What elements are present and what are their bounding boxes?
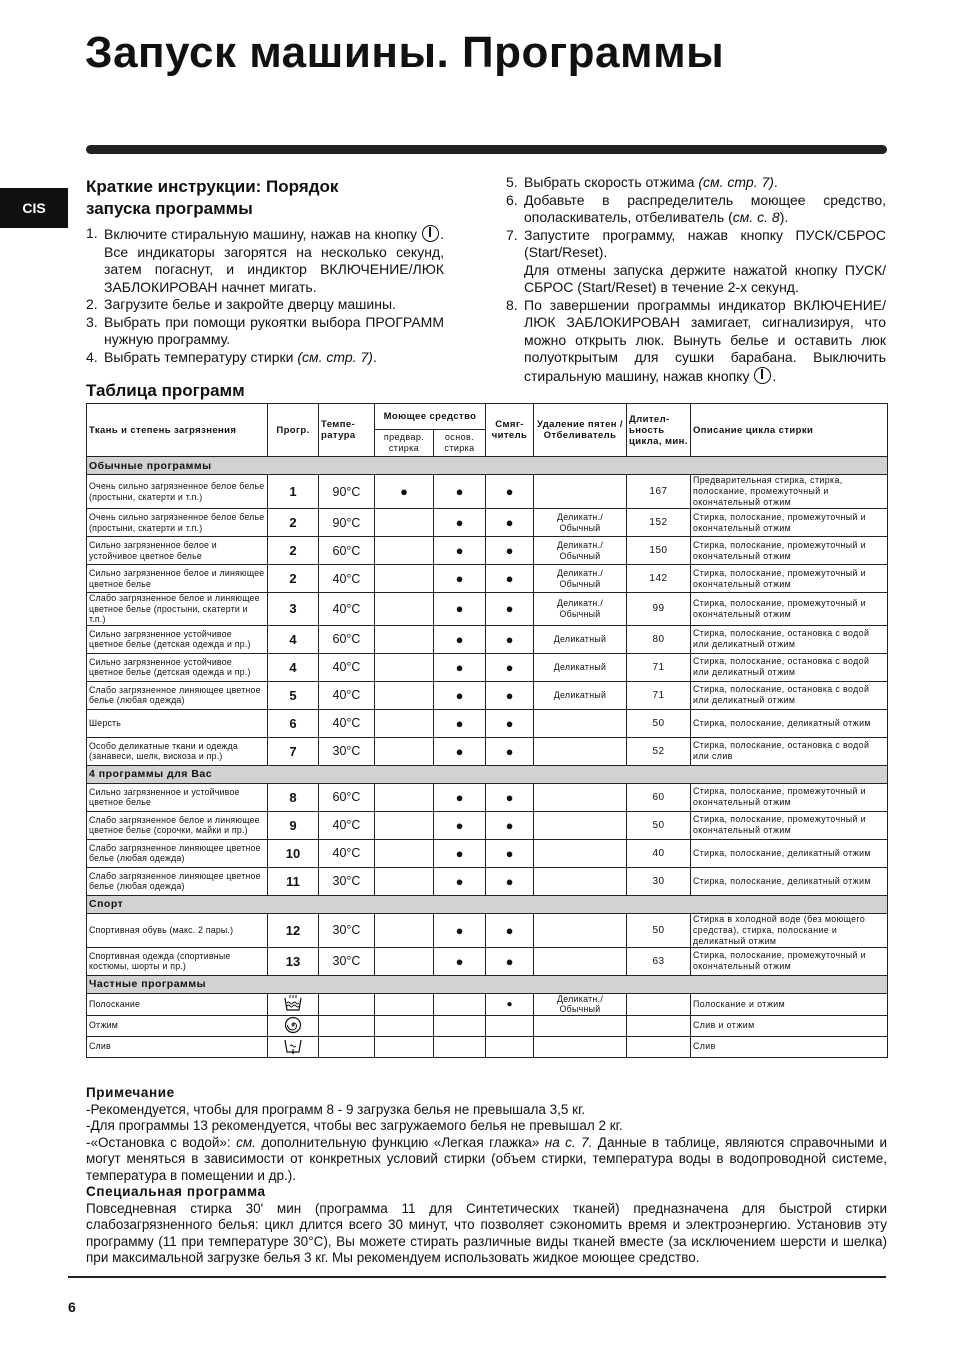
duration-cell xyxy=(627,1036,691,1057)
temperature-cell: 30°C xyxy=(319,737,375,765)
program-number: 11 xyxy=(268,867,319,895)
program-number xyxy=(268,993,319,1015)
softener-cell: ● xyxy=(486,653,534,681)
mainwash-cell: ● xyxy=(434,681,486,709)
description-cell: Стирка, полоскание, остановка с водой или деликатный отжим xyxy=(691,681,888,709)
header-program: Прогр. xyxy=(268,404,319,457)
header-duration: Длител-ьность цикла, мин. xyxy=(627,404,691,457)
mainwash-cell: ● xyxy=(434,737,486,765)
softener-cell xyxy=(486,1015,534,1036)
special-program-heading: Специальная программа xyxy=(86,1184,266,1199)
temperature-cell: 40°C xyxy=(319,681,375,709)
description-cell: Стирка, полоскание, промежуточный и окончательный отжим xyxy=(691,593,888,626)
program-number: 9 xyxy=(268,811,319,839)
description-cell: Стирка в холодной воде (без моющего средства), стирка, полоскание и деликатный отжим xyxy=(691,913,888,947)
temperature-cell xyxy=(319,1036,375,1057)
softener-cell: ● xyxy=(486,783,534,811)
fabric-cell: Сильно загрязненное белое и линяющее цветное белье xyxy=(87,565,268,593)
header-description: Описание цикла стирки xyxy=(691,404,888,457)
softener-cell: ● xyxy=(486,811,534,839)
softener-cell: ● xyxy=(486,709,534,737)
fabric-cell: Слабо загрязненное белое и линяющее цветное белье (простыни, скатерти и т.п.) xyxy=(87,593,268,626)
mainwash-cell: ● xyxy=(434,783,486,811)
step-5: 5. Выбрать скорость отжима (см. стр. 7). xyxy=(506,174,778,190)
fabric-cell: Сильно загрязненное и устойчивое цветное белье xyxy=(87,783,268,811)
table-row xyxy=(87,783,888,811)
footer-divider xyxy=(68,1276,886,1278)
stain-removal-cell: Деликатный xyxy=(534,625,627,653)
softener-cell: ● xyxy=(486,537,534,565)
table-row xyxy=(87,993,888,1015)
temperature-cell: 40°C xyxy=(319,565,375,593)
program-number: 13 xyxy=(268,947,319,975)
mainwash-cell: ● xyxy=(434,811,486,839)
program-number: 12 xyxy=(268,913,319,947)
note-line: -Для программы 13 рекомендуется, чтобы вес загружаемого белья не превышал 2 кг. xyxy=(86,1118,623,1133)
fabric-cell: Слабо загрязненное линяющее цветное белье (любая одежда) xyxy=(87,839,268,867)
table-row xyxy=(87,1036,888,1057)
program-number: 3 xyxy=(268,593,319,626)
description-cell: Стирка, полоскание, промежуточный и окончательный отжим xyxy=(691,947,888,975)
duration-cell: 30 xyxy=(627,867,691,895)
stain-removal-cell xyxy=(534,867,627,895)
header-fabric: Ткань и степень загрязнения xyxy=(87,404,268,457)
drain-icon xyxy=(283,1047,303,1057)
softener-cell xyxy=(486,1036,534,1057)
program-number xyxy=(268,1015,319,1036)
stain-removal-cell xyxy=(534,783,627,811)
page-title: Запуск машины. Программы xyxy=(85,28,725,77)
table-row xyxy=(87,737,888,765)
temperature-cell: 90°C xyxy=(319,509,375,537)
header-temperature: Темпе-ратура xyxy=(319,404,375,457)
softener-cell: ● xyxy=(486,593,534,626)
notes-heading: Примечание xyxy=(86,1085,175,1100)
notes-block xyxy=(86,1085,887,1267)
description-cell: Стирка, полоскание, остановка с водой или деликатный отжим xyxy=(691,625,888,653)
mainwash-cell: ● xyxy=(434,653,486,681)
mainwash-cell xyxy=(434,993,486,1015)
softener-cell: ● xyxy=(486,913,534,947)
fabric-cell: Сильно загрязненное белое и устойчивое цветное белье xyxy=(87,537,268,565)
description-cell: Стирка, полоскание, промежуточный и окончательный отжим xyxy=(691,509,888,537)
prewash-cell xyxy=(375,737,434,765)
description-cell: Стирка, полоскание, остановка с водой или слив xyxy=(691,737,888,765)
power-icon xyxy=(754,367,771,384)
table-row xyxy=(87,811,888,839)
stain-removal-cell: Деликатн./ Обычный xyxy=(534,993,627,1015)
description-cell: Полоскание и отжим xyxy=(691,993,888,1015)
header-stain-removal: Удаление пятен / Отбеливатель xyxy=(534,404,627,457)
program-number: 5 xyxy=(268,681,319,709)
stain-removal-cell xyxy=(534,811,627,839)
fabric-cell: Спортивная одежда (спортивные костюмы, шорты и пр.) xyxy=(87,947,268,975)
mainwash-cell: ● xyxy=(434,565,486,593)
fabric-cell: Шерсть xyxy=(87,709,268,737)
page-number: 6 xyxy=(68,1299,76,1315)
table-row xyxy=(87,565,888,593)
stain-removal-cell xyxy=(534,1015,627,1036)
mainwash-cell: ● xyxy=(434,625,486,653)
description-cell: Слив xyxy=(691,1036,888,1057)
title-divider xyxy=(86,145,887,154)
mainwash-cell: ● xyxy=(434,475,486,509)
mainwash-cell: ● xyxy=(434,867,486,895)
mainwash-cell: ● xyxy=(434,839,486,867)
stain-removal-cell: Деликатн./ Обычный xyxy=(534,565,627,593)
temperature-cell: 60°C xyxy=(319,537,375,565)
program-number: 4 xyxy=(268,653,319,681)
section-header xyxy=(87,457,888,475)
table-row xyxy=(87,1015,888,1036)
description-cell: Слив и отжим xyxy=(691,1015,888,1036)
temperature-cell xyxy=(319,1015,375,1036)
step-6: 6. Добавьте в распределитель моющее средство, ополаскиватель, отбеливатель (см. с. 8). xyxy=(506,191,886,225)
table-row xyxy=(87,509,888,537)
duration-cell: 50 xyxy=(627,811,691,839)
stain-removal-cell xyxy=(534,913,627,947)
stain-removal-cell xyxy=(534,709,627,737)
prewash-cell xyxy=(375,783,434,811)
prewash-cell xyxy=(375,537,434,565)
duration-cell xyxy=(627,1015,691,1036)
prewash-cell xyxy=(375,867,434,895)
stain-removal-cell: Деликатн./ Обычный xyxy=(534,537,627,565)
duration-cell xyxy=(627,993,691,1015)
fabric-cell: Слив xyxy=(87,1036,268,1057)
rinse-icon xyxy=(283,1004,303,1014)
prewash-cell xyxy=(375,1015,434,1036)
softener-cell: ● xyxy=(486,737,534,765)
prewash-cell xyxy=(375,593,434,626)
stain-removal-cell: Деликатн./ Обычный xyxy=(534,509,627,537)
temperature-cell: 60°C xyxy=(319,783,375,811)
temperature-cell: 60°C xyxy=(319,625,375,653)
fabric-cell: Сильно загрязненное устойчивое цветное белье (детская одежда и пр.) xyxy=(87,653,268,681)
section-header xyxy=(87,975,888,993)
prewash-cell xyxy=(375,653,434,681)
table-row xyxy=(87,475,888,509)
mainwash-cell: ● xyxy=(434,947,486,975)
mainwash-cell: ● xyxy=(434,709,486,737)
duration-cell: 99 xyxy=(627,593,691,626)
duration-cell: 152 xyxy=(627,509,691,537)
prewash-cell xyxy=(375,811,434,839)
temperature-cell: 40°C xyxy=(319,811,375,839)
program-number: 4 xyxy=(268,625,319,653)
duration-cell: 40 xyxy=(627,839,691,867)
description-cell: Стирка, полоскание, деликатный отжим xyxy=(691,839,888,867)
fabric-cell: Особо деликатные ткани и одежда (занавеси, шелк, вискоза и пр.) xyxy=(87,737,268,765)
duration-cell: 50 xyxy=(627,913,691,947)
header-mainwash: основ. стирка xyxy=(434,430,486,457)
stain-removal-cell: Деликатный xyxy=(534,653,627,681)
prewash-cell xyxy=(375,681,434,709)
step-7: 7. Запустите программу, нажав кнопку ПУСК/СБРОС (Start/Reset). Для отмены запуска держите нажатой кнопку ПУСК/СБРОС (Start/Reset) в течение 2-х секунд. xyxy=(506,226,886,295)
softener-cell: ● xyxy=(486,993,534,1015)
description-cell: Стирка, полоскание, остановка с водой или деликатный отжим xyxy=(691,653,888,681)
temperature-cell: 40°C xyxy=(319,709,375,737)
power-icon xyxy=(422,225,439,242)
fabric-cell: Очень сильно загрязненное белое белье (простыни, скатерти и т.п.) xyxy=(87,475,268,509)
fabric-cell: Очень сильно загрязненное белое белье (простыни, скатерти и т.п.) xyxy=(87,509,268,537)
header-detergent: Моющее средство xyxy=(375,404,486,430)
softener-cell: ● xyxy=(486,509,534,537)
duration-cell: 142 xyxy=(627,565,691,593)
table-row xyxy=(87,839,888,867)
header-softener: Смяг-читель xyxy=(486,404,534,457)
program-number: 2 xyxy=(268,565,319,593)
note-line: -«Остановка с водой»: см. дополнительную функцию «Легкая глажка» на с. 7. Данные в таблице, являются справочными и могут меняться в зависимости от конкретных условий стирки (объем стирки, температура воды в водопроводной системе, температура в помещении и др.). xyxy=(86,1134,888,1183)
duration-cell: 50 xyxy=(627,709,691,737)
prewash-cell xyxy=(375,1036,434,1057)
mainwash-cell: ● xyxy=(434,593,486,626)
fabric-cell: Спортивная обувь (макс. 2 пары.) xyxy=(87,913,268,947)
softener-cell: ● xyxy=(486,565,534,593)
section-title: Спорт xyxy=(87,895,888,913)
mainwash-cell xyxy=(434,1036,486,1057)
fabric-cell: Слабо загрязненное линяющее цветное белье (любая одежда) xyxy=(87,681,268,709)
description-cell: Стирка, полоскание, промежуточный и окончательный отжим xyxy=(691,565,888,593)
prewash-cell xyxy=(375,993,434,1015)
table-row xyxy=(87,681,888,709)
program-number: 2 xyxy=(268,537,319,565)
temperature-cell: 40°C xyxy=(319,653,375,681)
prewash-cell xyxy=(375,509,434,537)
softener-cell: ● xyxy=(486,839,534,867)
description-cell: Стирка, полоскание, деликатный отжим xyxy=(691,709,888,737)
description-cell: Стирка, полоскание, деликатный отжим xyxy=(691,867,888,895)
section-title: 4 программы для Вас xyxy=(87,765,888,783)
mainwash-cell xyxy=(434,1015,486,1036)
program-number: 6 xyxy=(268,709,319,737)
softener-cell: ● xyxy=(486,867,534,895)
duration-cell: 71 xyxy=(627,653,691,681)
duration-cell: 71 xyxy=(627,681,691,709)
description-cell: Стирка, полоскание, промежуточный и окончательный отжим xyxy=(691,811,888,839)
prewash-cell xyxy=(375,839,434,867)
table-row xyxy=(87,913,888,947)
step-1: 1. Включите стиральную машину, нажав на кнопку . Все индикаторы загорятся на несколько секунд, затем погаснут, и индиктор ВКЛЮЧЕНИЕ/ЛЮК ЗАБЛОКИРОВАН начнет мигать. xyxy=(86,225,444,295)
softener-cell: ● xyxy=(486,475,534,509)
stain-removal-cell xyxy=(534,947,627,975)
table-row xyxy=(87,947,888,975)
section-title: Обычные программы xyxy=(87,457,888,475)
temperature-cell: 40°C xyxy=(319,593,375,626)
duration-cell: 167 xyxy=(627,475,691,509)
prewash-cell xyxy=(375,565,434,593)
duration-cell: 60 xyxy=(627,783,691,811)
table-row xyxy=(87,653,888,681)
stain-removal-cell xyxy=(534,737,627,765)
quick-instructions-heading: Краткие инструкции: Порядок запуска программы xyxy=(86,177,339,218)
prewash-cell xyxy=(375,913,434,947)
description-cell: Стирка, полоскание, промежуточный и окончательный отжим xyxy=(691,783,888,811)
softener-cell: ● xyxy=(486,625,534,653)
program-table-heading: Таблица программ xyxy=(86,381,245,400)
prewash-cell xyxy=(375,625,434,653)
program-number: 7 xyxy=(268,737,319,765)
mainwash-cell: ● xyxy=(434,509,486,537)
softener-cell: ● xyxy=(486,947,534,975)
duration-cell: 80 xyxy=(627,625,691,653)
description-cell: Стирка, полоскание, промежуточный и окончательный отжим xyxy=(691,537,888,565)
language-tab: CIS xyxy=(0,188,68,228)
mainwash-cell: ● xyxy=(434,537,486,565)
section-header xyxy=(87,765,888,783)
step-3: 3. Выбрать при помощи рукоятки выбора ПРОГРАММ нужную программу. xyxy=(86,313,444,347)
fabric-cell: Отжим xyxy=(87,1015,268,1036)
prewash-cell: ● xyxy=(375,475,434,509)
stain-removal-cell xyxy=(534,475,627,509)
stain-removal-cell: Деликатный xyxy=(534,681,627,709)
step-2: 2. Загрузите белье и закройте дверцу машины. xyxy=(86,296,396,312)
temperature-cell: 90°C xyxy=(319,475,375,509)
program-number xyxy=(268,1036,319,1057)
duration-cell: 150 xyxy=(627,537,691,565)
temperature-cell xyxy=(319,993,375,1015)
stain-removal-cell: Деликатн./ Обычный xyxy=(534,593,627,626)
duration-cell: 63 xyxy=(627,947,691,975)
table-row xyxy=(87,709,888,737)
fabric-cell: Сильно загрязненное устойчивое цветное белье (детская одежда и пр.) xyxy=(87,625,268,653)
steps-right-column xyxy=(506,174,886,385)
step-4: 4. Выбрать температуру стирки (см. стр. 7). xyxy=(86,348,377,365)
special-program-text: Повседневная стирка 30' мин (программа 11 для Синтетических тканей) предназначена для быстрой стирки слабозагрязненного белья: цикл длится всего 30 минут, что позволяет сэкономить время и электроэнергию. Установив эту программу (11 при температуре 30°C), Вы можете стирать различные виды тканей вместе (за исключением шерсти и шелка) при максимальной загрузке белья 3 кг. Мы рекомендуем использовать жидкое моющее средство. xyxy=(86,1200,887,1265)
table-row xyxy=(87,625,888,653)
spin-icon xyxy=(284,1026,302,1036)
program-number: 10 xyxy=(268,839,319,867)
note-line: -Рекомендуется, чтобы для программ 8 - 9 загрузка белья не превышала 3,5 кг. xyxy=(86,1101,586,1117)
temperature-cell: 30°C xyxy=(319,913,375,947)
mainwash-cell: ● xyxy=(434,913,486,947)
prewash-cell xyxy=(375,947,434,975)
program-number: 8 xyxy=(268,783,319,811)
stain-removal-cell xyxy=(534,1036,627,1057)
program-number: 1 xyxy=(268,475,319,509)
fabric-cell: Слабо загрязненное линяющее цветное белье (любая одежда) xyxy=(87,867,268,895)
table-row xyxy=(87,867,888,895)
table-row xyxy=(87,593,888,626)
stain-removal-cell xyxy=(534,839,627,867)
table-row xyxy=(87,537,888,565)
softener-cell: ● xyxy=(486,681,534,709)
prewash-cell xyxy=(375,709,434,737)
section-title: Частные программы xyxy=(87,975,888,993)
fabric-cell: Слабо загрязненное белое и линяющее цветное белье (сорочки, майки и пр.) xyxy=(87,811,268,839)
program-table xyxy=(86,403,888,1058)
temperature-cell: 40°C xyxy=(319,839,375,867)
temperature-cell: 30°C xyxy=(319,947,375,975)
fabric-cell: Полоскание xyxy=(87,993,268,1015)
header-prewash: предвар. стирка xyxy=(375,430,434,457)
step-8: 8. По завершении программы индикатор ВКЛЮЧЕНИЕ/ЛЮК ЗАБЛОКИРОВАН замигает, сигнализируя, что можно открыть люк. Вынуть белье и оставить люк полуоткрытым для сушки барабана. Выключить стиральную машину, нажав кнопку . xyxy=(506,296,886,384)
description-cell: Предварительная стирка, стирка, полоскание, промежуточный и окончательный отжим xyxy=(691,475,888,509)
temperature-cell: 30°C xyxy=(319,867,375,895)
duration-cell: 52 xyxy=(627,737,691,765)
section-header xyxy=(87,895,888,913)
steps-left-column xyxy=(86,225,444,366)
program-number: 2 xyxy=(268,509,319,537)
